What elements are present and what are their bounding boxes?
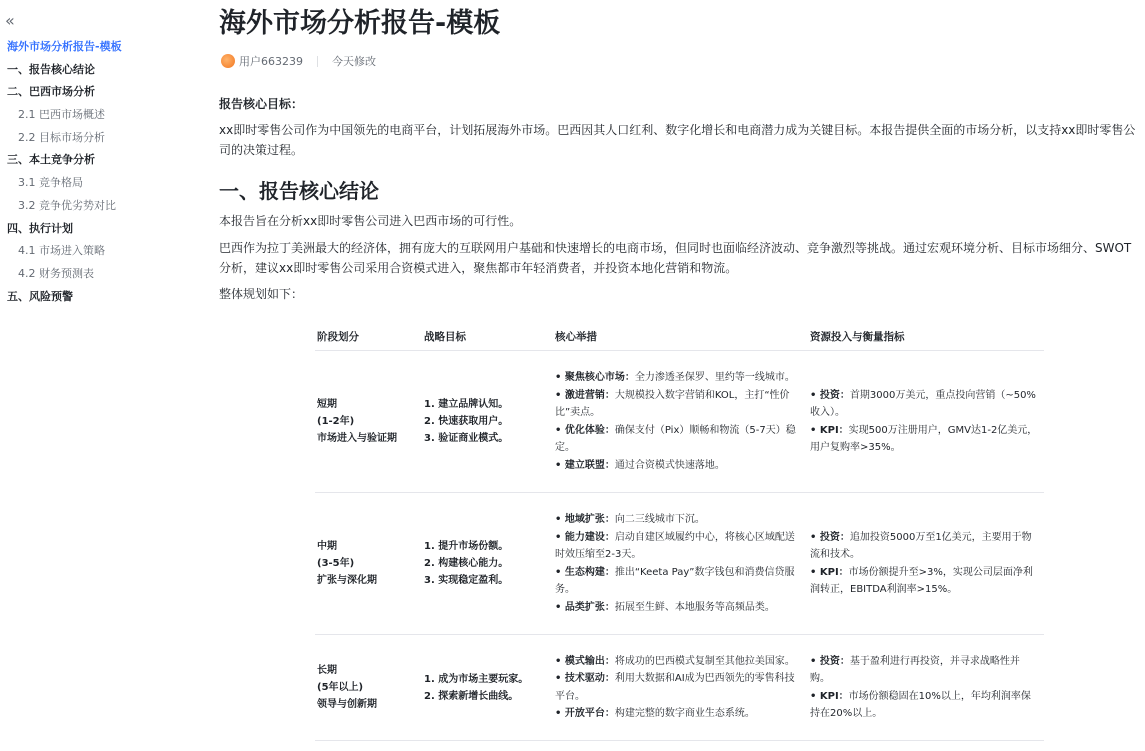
table-header-cell: 战略目标 <box>424 331 466 343</box>
phase-label: 扩张与深化期 <box>317 575 377 586</box>
collapse-sidebar-icon[interactable]: « <box>5 11 15 30</box>
metric-text: 市场份额提升至>3%，实现公司层面净利润转正，EBITDA利润率>15%。 <box>810 566 1033 595</box>
action-text: 拓展至生鲜、本地服务等高频品类。 <box>614 601 775 613</box>
goal-paragraph: xx即时零售公司作为中国领先的电商平台，计划拓展海外市场。巴西因其人口红利、数字化增长和电商潜力成为关键目标。本报告提供全面的市场分析，以支持xx即时零售公司的决策过程。 <box>219 123 1136 157</box>
action-label: • 生态构建： <box>555 566 615 578</box>
goal-item: 1. 建立品牌认知。 <box>424 399 509 410</box>
metric-text: 首期3000万美元，重点投向营销（~50%收入）。 <box>810 389 1036 418</box>
toc-item[interactable]: 三、本土竞争分析 <box>7 153 95 167</box>
metric-label: • 投资： <box>810 655 850 667</box>
goal-item: 2. 构建核心能力。 <box>424 558 509 569</box>
toc-item[interactable]: 3.2 竞争优劣势对比 <box>18 198 116 212</box>
outline-sidebar <box>0 0 200 751</box>
action-item <box>555 653 800 671</box>
action-label: • 模式输出： <box>555 655 615 667</box>
table-row <box>315 351 1044 493</box>
phase-cell <box>315 493 424 634</box>
phase-cell <box>315 635 424 740</box>
avatar[interactable] <box>221 54 235 68</box>
action-text: 确保支付（Pix）顺畅和物流（5-7天）稳定。 <box>555 424 796 453</box>
action-label: • 开放平台： <box>555 708 615 719</box>
phase-label: 市场进入与验证期 <box>317 433 397 444</box>
action-item <box>555 422 800 457</box>
action-label: • 地域扩张： <box>555 514 615 525</box>
phase-label: 短期 <box>317 399 337 410</box>
action-cell <box>555 635 810 740</box>
table-row <box>315 493 1044 635</box>
phase-cell <box>315 351 424 492</box>
goal-item: 2. 快速获取用户。 <box>424 416 509 427</box>
metric-item <box>810 653 1038 688</box>
action-text: 大规模投入数字营销和KOL，主打“性价比”卖点。 <box>555 389 790 418</box>
goal-label: 报告核心目标： <box>219 97 304 111</box>
action-item <box>555 387 800 422</box>
goal-cell <box>424 493 555 634</box>
metric-text: 市场份额稳固在10%以上，年均利润率保持在20%以上。 <box>810 690 1031 719</box>
table-row <box>315 635 1044 741</box>
toc-item[interactable]: 四、执行计划 <box>7 221 73 235</box>
action-item <box>555 369 800 387</box>
phase-label: (5年以上) <box>317 682 364 693</box>
metric-item <box>810 688 1038 723</box>
action-label: • 技术驱动： <box>555 673 615 684</box>
metric-text: 实现500万注册用户，GMV达1-2亿美元，用户复购率>35%。 <box>810 424 1038 453</box>
metric-cell <box>810 493 1044 634</box>
toc-item[interactable]: 二、巴西市场分析 <box>7 85 95 99</box>
metric-cell <box>810 351 1044 492</box>
section-paragraph-2: 巴西作为拉丁美洲最大的经济体，拥有庞大的互联网用户基础和快速增长的电商市场，但同时也面临经济波动、竞争激烈等挑战。通过宏观环境分析、目标市场细分、SWOT分析，建议xx即时零售公司采用合资模式进入，聚焦都市年轻消费者，并投资本地化营销和物流。 <box>219 241 1132 275</box>
section-paragraph-3: 整体规划如下： <box>219 287 304 301</box>
table-header-cell: 阶段划分 <box>317 331 359 343</box>
toc-item[interactable]: 4.1 市场进入策略 <box>18 244 105 258</box>
goal-item: 1. 提升市场份额。 <box>424 541 509 552</box>
toc-item[interactable]: 五、风险预警 <box>7 289 73 303</box>
phase-label: 中期 <box>317 541 337 552</box>
goal-item: 3. 验证商业模式。 <box>424 433 509 444</box>
metric-item <box>810 564 1038 599</box>
phase-label: 长期 <box>317 665 337 676</box>
action-label: • 品类扩张： <box>555 601 615 613</box>
toc-item[interactable]: 2.1 巴西市场概述 <box>18 108 105 122</box>
goal-cell <box>424 635 555 740</box>
metric-item <box>810 387 1038 422</box>
metric-text: 追加投资5000万至1亿美元，主要用于物流和技术。 <box>810 531 1032 560</box>
section-heading-conclusion: 一、报告核心结论 <box>219 179 379 203</box>
action-item <box>555 705 800 723</box>
metric-item <box>810 529 1038 564</box>
action-text: 启动自建区域履约中心，将核心区域配送时效压缩至2-3天。 <box>555 531 795 560</box>
document-meta <box>221 53 376 69</box>
table-header-cell: 核心举措 <box>555 331 597 343</box>
action-text: 利用大数据和AI成为巴西领先的零售科技平台。 <box>555 673 795 702</box>
metric-item <box>810 422 1038 457</box>
action-text: 推出“Keeta Pay”数字钱包和消费信贷服务。 <box>555 566 795 595</box>
action-text: 向二三线城市下沉。 <box>614 514 705 525</box>
action-item <box>555 599 800 617</box>
metric-label: • KPI： <box>810 424 849 436</box>
section-paragraph-1: 本报告旨在分析xx即时零售公司进入巴西市场的可行性。 <box>219 214 522 228</box>
action-text: 将成功的巴西模式复制至其他拉美国家。 <box>614 655 795 667</box>
toc-item[interactable]: 海外市场分析报告-模板 <box>7 40 122 53</box>
metric-label: • KPI： <box>810 566 849 578</box>
action-label: • 优化体验： <box>555 424 615 436</box>
toc-item[interactable]: 3.1 竞争格局 <box>18 176 83 190</box>
goal-item: 1. 成为市场主要玩家。 <box>424 673 529 685</box>
table-of-contents <box>0 36 200 308</box>
metric-label: • KPI： <box>810 690 849 702</box>
action-label: • 聚焦核心市场： <box>555 372 635 383</box>
metric-text: 基于盈利进行再投资，并寻求战略性并购。 <box>810 655 1020 684</box>
plan-table <box>315 323 1044 741</box>
action-label: • 激进营销： <box>555 389 615 401</box>
action-item <box>555 529 800 564</box>
document-title: 海外市场分析报告-模板 <box>219 8 501 39</box>
toc-item[interactable]: 4.2 财务预测表 <box>18 266 94 280</box>
action-text: 构建完整的数字商业生态系统。 <box>614 708 755 719</box>
action-item <box>555 670 800 705</box>
goal-item: 3. 实现稳定盈利。 <box>424 575 509 586</box>
metric-label: • 投资： <box>810 531 850 543</box>
table-header-row <box>315 323 1044 351</box>
phase-label: 领导与创新期 <box>317 699 377 710</box>
toc-item[interactable]: 一、报告核心结论 <box>7 62 95 76</box>
metric-label: • 投资： <box>810 389 850 401</box>
phase-label: (1-2年) <box>317 416 355 427</box>
phase-label: (3-5年) <box>317 558 355 569</box>
action-cell <box>555 493 810 634</box>
goal-item: 2. 探索新增长曲线。 <box>424 690 519 702</box>
action-cell <box>555 351 810 492</box>
action-label: • 能力建设： <box>555 531 615 543</box>
metric-cell <box>810 635 1044 740</box>
table-header-cell: 资源投入与衡量指标 <box>810 331 905 343</box>
action-text: 通过合资模式快速落地。 <box>614 459 725 471</box>
meta-divider <box>317 56 318 67</box>
action-item <box>555 457 800 475</box>
action-item <box>555 564 800 599</box>
toc-item[interactable]: 2.2 目标市场分析 <box>18 130 105 144</box>
action-label: • 建立联盟： <box>555 459 615 471</box>
goal-cell <box>424 351 555 492</box>
action-item <box>555 511 800 529</box>
action-text: 全力渗透圣保罗、里约等一线城市。 <box>634 372 795 383</box>
author-name[interactable]: 用户663239 <box>239 55 303 68</box>
modified-time: 今天修改 <box>332 55 376 68</box>
